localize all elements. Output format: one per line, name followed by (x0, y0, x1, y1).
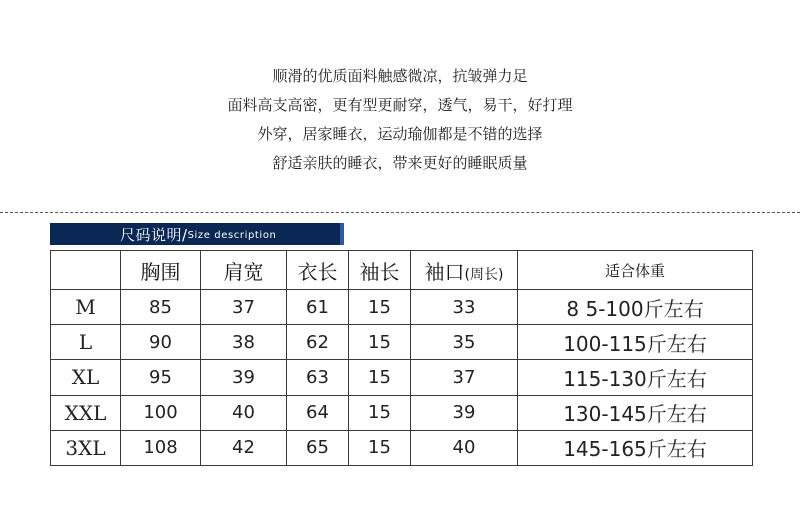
table-row (51, 290, 753, 325)
cell-length: 64 (287, 395, 349, 430)
table-row (51, 395, 753, 430)
cell-weight: 115-130斤左右 (518, 360, 753, 395)
cell-sleeve: 15 (349, 395, 411, 430)
header-sleeve: 袖长 (349, 251, 411, 290)
cell-shoulder: 40 (201, 395, 287, 430)
cell-length: 62 (287, 325, 349, 360)
size-description-header (50, 223, 340, 245)
cell-cuff: 35 (411, 325, 518, 360)
cell-chest: 108 (121, 430, 201, 465)
divider-dashed (0, 212, 800, 213)
cell-length: 61 (287, 290, 349, 325)
cell-size: L (51, 325, 121, 360)
header-chest: 胸围 (121, 251, 201, 290)
cell-cuff: 37 (411, 360, 518, 395)
cell-size: XXL (51, 395, 121, 430)
header-length: 衣长 (287, 251, 349, 290)
cell-size: 3XL (51, 430, 121, 465)
intro-text (0, 62, 800, 178)
intro-line-1: 顺滑的优质面料触感微凉，抗皱弹力足 (272, 67, 528, 85)
header-cuff-note: (周长) (464, 266, 504, 283)
cell-chest: 100 (121, 395, 201, 430)
cell-sleeve: 15 (349, 430, 411, 465)
intro-line-2: 面料高支高密，更有型更耐穿，透气，易干，好打理 (227, 96, 573, 114)
header-accent (340, 223, 344, 245)
cell-shoulder: 37 (201, 290, 287, 325)
cell-shoulder: 42 (201, 430, 287, 465)
cell-weight: 145-165斤左右 (518, 430, 753, 465)
header-title-en: Size description (187, 230, 277, 241)
table-header-row (51, 251, 753, 290)
header-title-zh: 尺码说明/ (120, 225, 188, 244)
cell-cuff: 39 (411, 395, 518, 430)
cell-length: 63 (287, 360, 349, 395)
table-row (51, 430, 753, 465)
cell-cuff: 40 (411, 430, 518, 465)
table-row (51, 360, 753, 395)
cell-chest: 95 (121, 360, 201, 395)
header-weight: 适合体重 (518, 251, 753, 290)
header-size (51, 251, 121, 290)
cell-weight: 8 5-100斤左右 (518, 290, 753, 325)
cell-weight: 100-115斤左右 (518, 325, 753, 360)
cell-weight: 130-145斤左右 (518, 395, 753, 430)
intro-line-3: 外穿，居家睡衣，运动瑜伽都是不错的选择 (257, 125, 543, 143)
cell-sleeve: 15 (349, 325, 411, 360)
cell-shoulder: 39 (201, 360, 287, 395)
cell-length: 65 (287, 430, 349, 465)
cell-cuff: 33 (411, 290, 518, 325)
size-table (50, 250, 753, 466)
cell-sleeve: 15 (349, 290, 411, 325)
header-shoulder: 肩宽 (201, 251, 287, 290)
cell-sleeve: 15 (349, 360, 411, 395)
cell-chest: 90 (121, 325, 201, 360)
header-cuff (411, 251, 518, 290)
intro-line-4: 舒适亲肤的睡衣，带来更好的睡眠质量 (272, 154, 528, 172)
cell-shoulder: 38 (201, 325, 287, 360)
header-cuff-label: 袖口 (424, 259, 465, 284)
table-row (51, 325, 753, 360)
cell-chest: 85 (121, 290, 201, 325)
cell-size: M (51, 290, 121, 325)
cell-size: XL (51, 360, 121, 395)
